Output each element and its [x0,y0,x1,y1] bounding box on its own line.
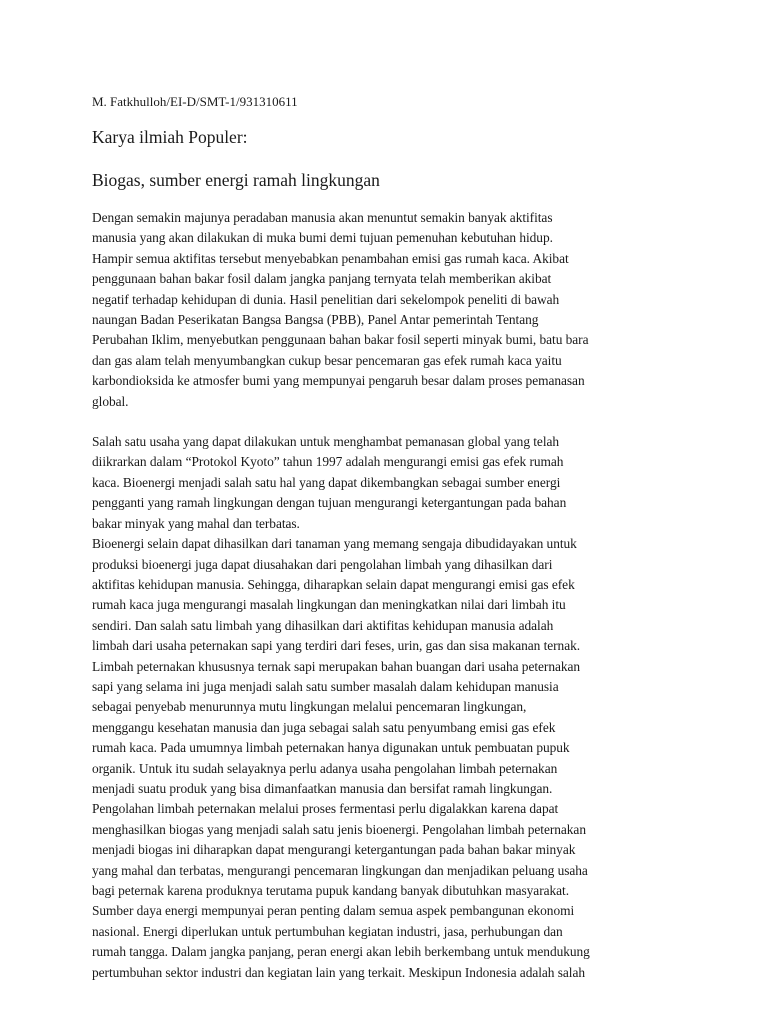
document-body [92,92,692,983]
paragraph-3: Bioenergi selain dapat dihasilkan dari tanaman yang memang sengaja dibudidayakan untuk produksi bioenergi juga dapat diusahakan dari pengolahan limbah yang dihasilkan dari aktifitas kehidupan manusia. Sehingga, diharapkan selain dapat mengurangi emisi gas efek rumah kaca juga mengurangi masalah lingkungan dan meningkatkan nilai dari limbah itu sendiri. Dan salah satu limbah yang dihasilkan dari aktifitas kehidupan manusia adalah limbah dari usaha peternakan sapi yang terdiri dari feses, urin, gas dan sisa makanan ternak. Limbah peternakan khususnya ternak sapi merupakan bahan buangan dari usaha peternakan sapi yang selama ini juga menjadi salah satu sumber masalah dalam kehidupan manusia sebagai penyebab menurunnya mutu lingkungan melalui pencemaran lingkungan, menggangu kesehatan manusia dan juga sebagai salah satu penyumbang emisi gas efek rumah kaca. Pada umumnya limbah peternakan hanya digunakan untuk pembuatan pupuk organik. Untuk itu sudah selayaknya perlu adanya usaha pengolahan limbah peternakan menjadi suatu produk yang bisa dimanfaatkan manusia dan bersifat ramah lingkungan. Pengolahan limbah peternakan melalui proses fermentasi perlu digalakkan karena dapat menghasilkan biogas yang menjadi salah satu jenis bioenergi. Pengolahan limbah peternakan menjadi biogas ini diharapkan dapat mengurangi ketergantungan pada bahan bakar minyak yang mahal dan terbatas, mengurangi pencemaran lingkungan dan menjadikan peluang usaha bagi peternak karena produknya terutama pupuk kandang banyak dibutuhkan masyarakat. Sumber daya energi mempunyai peran penting dalam semua aspek pembangunan ekonomi nasional. Energi diperlukan untuk pertumbuhan kegiatan industri, jasa, perhubungan dan rumah tangga. Dalam jangka panjang, peran energi akan lebih berkembang untuk mendukung pertumbuhan sektor industri dan kegiatan lain yang terkait. Meskipun Indonesia adalah salah [92,536,590,980]
document-title: Karya ilmiah Populer: [92,127,248,147]
paragraph-2: Salah satu usaha yang dapat dilakukan untuk menghambat pemanasan global yang telah diikrarkan dalam “Protokol Kyoto” tahun 1997 adalah mengurangi emisi gas efek rumah kaca. Bioenergi menjadi salah satu hal yang dapat dikembangkan sebagai sumber energi pengganti yang ramah lingkungan dengan tujuan mengurangi ketergantungan pada bahan bakar minyak yang mahal dan terbatas. [92,434,567,531]
document-subtitle: Biogas, sumber energi ramah lingkungan [92,170,380,190]
paragraph-1: Dengan semakin majunya peradaban manusia akan menuntut semakin banyak aktifitas manusia yang akan dilakukan di muka bumi demi tujuan pemenuhan kebutuhan hidup. Hampir semua aktifitas tersebut menyebabkan penambahan emisi gas rumah kaca. Akibat penggunaan bahan bakar fosil dalam jangka panjang ternyata telah memberikan akibat negatif terhadap kehidupan di dunia. Hasil penelitian dari sekelompok peneliti di bawah naungan Badan Peserikatan Bangsa Bangsa (PBB), Panel Antar pemerintah Tentang Perubahan Iklim, menyebutkan penggunaan bahan bakar fosil seperti minyak bumi, batu bara dan gas alam telah menyumbangkan cukup besar pencemaran gas efek rumah kaca yaitu karbondioksida ke atmosfer bumi yang mempunyai pengaruh besar dalam proses pemanasan global. [92,210,589,409]
author-line: M. Fatkhulloh/EI-D/SMT-1/931310611 [92,94,298,109]
